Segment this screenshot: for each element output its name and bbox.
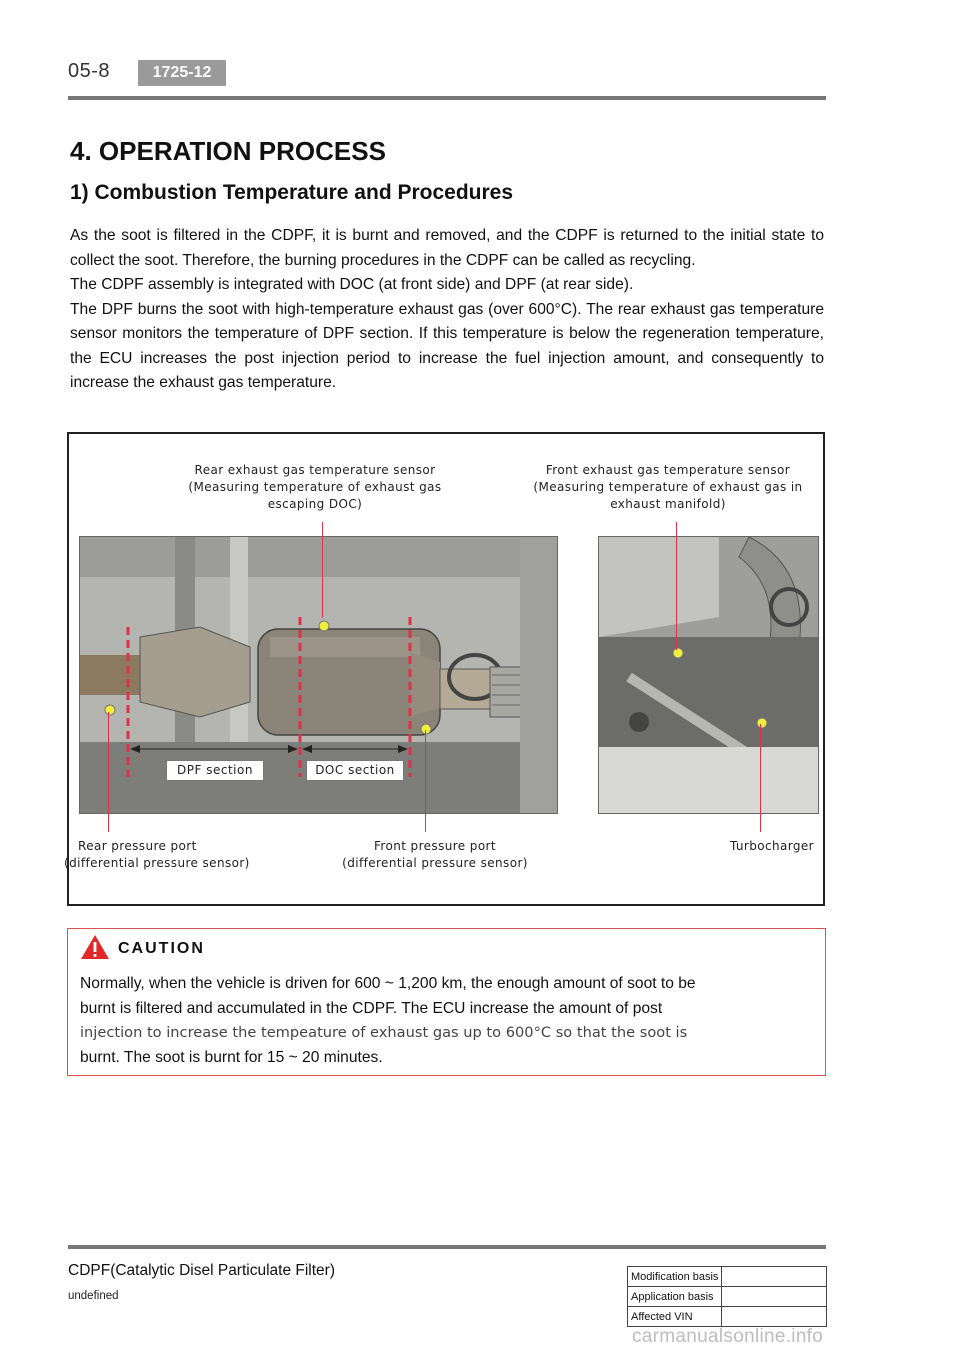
document-code-badge: 1725-12 — [138, 60, 226, 86]
label-line: (Measuring temperature of exhaust gas — [188, 480, 442, 494]
label-line: escaping DOC) — [267, 497, 363, 511]
caution-line: Normally, when the vehicle is driven for 600 ~ 1,200 km, the enough amount of soot to be — [80, 975, 696, 992]
caution-line: burnt. The soot is burnt for 15 ~ 20 minutes. — [80, 1048, 383, 1066]
warning-triangle-icon — [80, 934, 110, 960]
table-cell-value — [722, 1287, 827, 1307]
label-line: exhaust manifold) — [610, 497, 726, 511]
turbocharger-illustration — [599, 537, 819, 814]
table-cell-value — [722, 1307, 827, 1327]
label-line: (Measuring temperature of exhaust gas in — [533, 480, 803, 494]
leader-line — [760, 724, 761, 832]
body-text — [70, 224, 824, 396]
section-title: 4. OPERATION PROCESS — [70, 136, 386, 166]
table-row — [628, 1267, 827, 1287]
table-row — [628, 1307, 827, 1327]
table-cell-label: Affected VIN — [628, 1307, 722, 1327]
table-cell-value — [722, 1267, 827, 1287]
label-line: Front exhaust gas temperature sensor — [545, 463, 791, 477]
label-line: Rear pressure port — [78, 839, 197, 853]
page-number: 05-8 — [68, 60, 111, 82]
caution-text — [80, 972, 810, 1070]
label-line: Front pressure port — [373, 839, 496, 853]
footer-subtitle: undefined — [68, 1290, 119, 1302]
doc-section-label: DOC section — [306, 760, 404, 781]
revision-table — [627, 1266, 827, 1327]
label-line: (differential pressure sensor) — [64, 856, 250, 870]
body-paragraph: The DPF burns the soot with high-temperature exhaust gas (over 600°C). The rear exhaust gas temperature sensor monitors the temperature of DPF section. If this temperature is below the regeneration temperature, the ECU increases the post injection period to increase the fuel injection amount, and consequently to increase the exhaust gas temperature. — [70, 300, 824, 391]
watermark: carmanualsonline.info — [632, 1326, 824, 1347]
dpf-section-label: DPF section — [166, 760, 264, 781]
header-rule — [68, 96, 826, 100]
table-cell-label: Modification basis — [628, 1267, 722, 1287]
label-front-pressure-port — [320, 838, 550, 872]
turbocharger-photo — [598, 536, 819, 814]
table-cell-label: Application basis — [628, 1287, 722, 1307]
label-turbocharger: Turbocharger — [729, 839, 814, 853]
body-paragraph: As the soot is filtered in the CDPF, it is burnt and removed, and the CDPF is returned to the initial state to collect the soot. Therefore, the burning procedures in the CDPF can be called as recycling. — [70, 227, 824, 269]
body-paragraph: The CDPF assembly is integrated with DOC (at front side) and DPF (at rear side). — [70, 276, 634, 293]
leader-line — [425, 730, 426, 832]
leader-line — [676, 522, 677, 650]
leader-line — [108, 712, 109, 832]
label-front-temp-sensor — [518, 462, 818, 513]
caution-title: CAUTION — [118, 940, 205, 957]
label-rear-temp-sensor — [170, 462, 460, 513]
leader-line — [322, 522, 323, 618]
caution-line: burnt is filtered and accumulated in the CDPF. The ECU increase the amount of post — [80, 999, 663, 1017]
table-row — [628, 1287, 827, 1307]
caution-line: injection to increase the tempeature of exhaust gas up to 600°C so that the soot is — [80, 1024, 688, 1041]
footer-title: CDPF(Catalytic Disel Particulate Filter) — [68, 1262, 335, 1279]
footer-rule — [68, 1245, 826, 1249]
label-line: Rear exhaust gas temperature sensor — [194, 463, 436, 477]
subsection-title: 1) Combustion Temperature and Procedures — [70, 181, 514, 204]
label-rear-pressure-port — [64, 838, 278, 872]
label-line: (differential pressure sensor) — [342, 856, 528, 870]
